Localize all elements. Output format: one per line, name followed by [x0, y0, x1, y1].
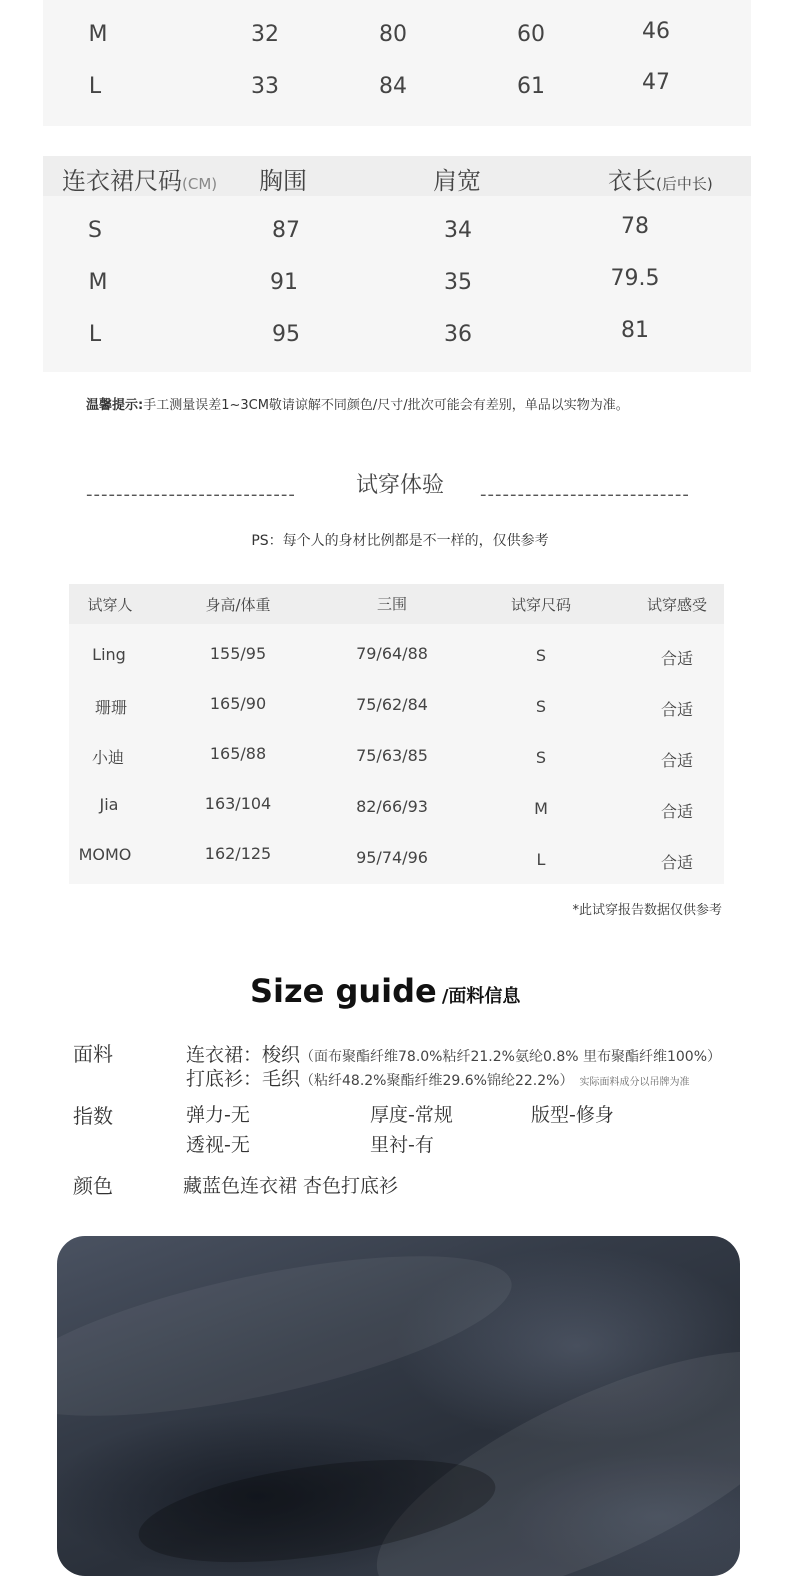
table-cell: S [535, 697, 547, 716]
fabric-label: 面料 [73, 1042, 113, 1066]
measurement-tip [86, 394, 629, 413]
fit-value: 版型-修身 [531, 1104, 614, 1126]
transparency-value: 透视-无 [186, 1134, 250, 1156]
thickness-value: 厚度-常规 [370, 1104, 453, 1126]
tip-text: 手工测量误差1~3CM敬请谅解不同颜色/尺寸/批次可能会有差别，单品以实物为准。 [143, 398, 629, 413]
table-cell: 79/64/88 [356, 644, 428, 663]
table-cell: S [535, 646, 547, 665]
header-size-unit: (CM) [182, 175, 218, 193]
header-length-note: (后中长) [656, 175, 713, 193]
table-cell: 163/104 [204, 794, 272, 813]
table-cell: 合适 [660, 853, 694, 872]
table-cell: Jia [99, 795, 119, 814]
table-cell: Ling [92, 645, 126, 664]
fabric-line-2-note: 实际面料成分以吊牌为准 [579, 1077, 690, 1088]
trial-ps-note: PS：每个人的身材比例都是不一样的，仅供参考 [251, 533, 549, 549]
header-size: 连衣裙尺码(CM) [62, 167, 218, 195]
table-cell: 46 [642, 19, 670, 44]
trial-header-height-weight: 身高/体重 [205, 596, 271, 614]
table-cell: MOMO [78, 845, 132, 864]
header-shoulder: 肩宽 [433, 167, 481, 195]
fabric-line-1: 连衣裙：梭织（面布聚酯纤维78.0%粘纤21.2%氨纶0.8% 里布聚酯纤维100%） [186, 1044, 722, 1066]
table-cell: M [88, 270, 108, 295]
table-cell: M [88, 22, 108, 47]
table-cell: 33 [251, 74, 279, 99]
table-cell: 60 [517, 22, 545, 47]
trial-section-title: 试穿体验 [355, 473, 444, 498]
fabric-line-1-detail: （面布聚酯纤维78.0%粘纤21.2%氨纶0.8% 里布聚酯纤维100%） [300, 1049, 722, 1065]
table-cell: 47 [642, 70, 670, 95]
table-cell: L [88, 74, 102, 99]
table-cell: 珊珊 [94, 698, 128, 717]
table-cell: 75/62/84 [356, 695, 428, 714]
table-cell: S [88, 218, 102, 243]
trial-header-feeling: 试穿感受 [646, 596, 708, 614]
table-cell: 165/90 [209, 694, 267, 713]
table-cell: 小迪 [91, 748, 125, 767]
tip-label: 温馨提示: [86, 398, 144, 413]
table-cell: 75/63/85 [356, 746, 428, 765]
table-cell: 84 [379, 74, 407, 99]
table-cell: L [88, 322, 102, 347]
color-value: 藏蓝色连衣裙 杏色打底衫 [183, 1175, 399, 1197]
table-cell: 合适 [660, 802, 694, 821]
trial-header-person: 试穿人 [87, 596, 133, 614]
trial-disclaimer: *此试穿报告数据仅供参考 [572, 903, 722, 918]
table-cell: 合适 [660, 751, 694, 770]
table-cell: 80 [379, 22, 407, 47]
fabric-line-2-detail: （粘纤48.2%聚酯纤维29.6%锦纶22.2%） [300, 1073, 574, 1089]
size-guide-heading: Size guide [250, 972, 437, 1010]
elasticity-value: 弹力-无 [186, 1104, 250, 1126]
trial-header-measurements: 三围 [376, 595, 408, 613]
fabric-line-2: 打底衫：毛织（粘纤48.2%聚酯纤维29.6%锦纶22.2%） 实际面料成分以吊牌为准 [186, 1068, 690, 1090]
table-cell: 34 [444, 218, 472, 243]
divider-left: ---------------------------- [86, 484, 296, 505]
table-cell: 79.5 [610, 266, 660, 291]
color-label: 颜色 [73, 1174, 113, 1198]
table-cell: 81 [621, 318, 649, 343]
table-cell: 61 [517, 74, 545, 99]
table-cell: 78 [621, 214, 649, 239]
index-label: 指数 [73, 1104, 113, 1128]
fabric-photo [57, 1236, 740, 1576]
table-cell: 95 [272, 322, 300, 347]
table-cell: L [536, 850, 546, 869]
table-cell: 32 [251, 22, 279, 47]
divider-right: ---------------------------- [480, 484, 690, 505]
table-cell: 36 [444, 322, 472, 347]
header-length: 衣长(后中长) [608, 167, 713, 195]
table-cell: 155/95 [209, 644, 267, 663]
table-cell: 95/74/96 [356, 848, 428, 867]
fabric-fold [57, 1236, 524, 1449]
trial-table [69, 584, 724, 884]
table-cell: 162/125 [204, 844, 272, 863]
table-cell: 合适 [660, 700, 694, 719]
table-cell: 82/66/93 [356, 797, 428, 816]
table-cell: 合适 [660, 649, 694, 668]
table-cell: 87 [272, 218, 300, 243]
header-bust: 胸围 [259, 167, 307, 195]
size-guide-subtitle: /面料信息 [441, 986, 521, 1007]
table-cell: 35 [444, 270, 472, 295]
table-cell: S [535, 748, 547, 767]
lining-value: 里衬-有 [370, 1134, 434, 1156]
trial-header-size: 试穿尺码 [510, 596, 572, 614]
table-cell: M [534, 799, 548, 818]
table-cell: 165/88 [209, 744, 267, 763]
table-cell: 91 [270, 270, 298, 295]
size-guide-title [250, 972, 520, 1010]
